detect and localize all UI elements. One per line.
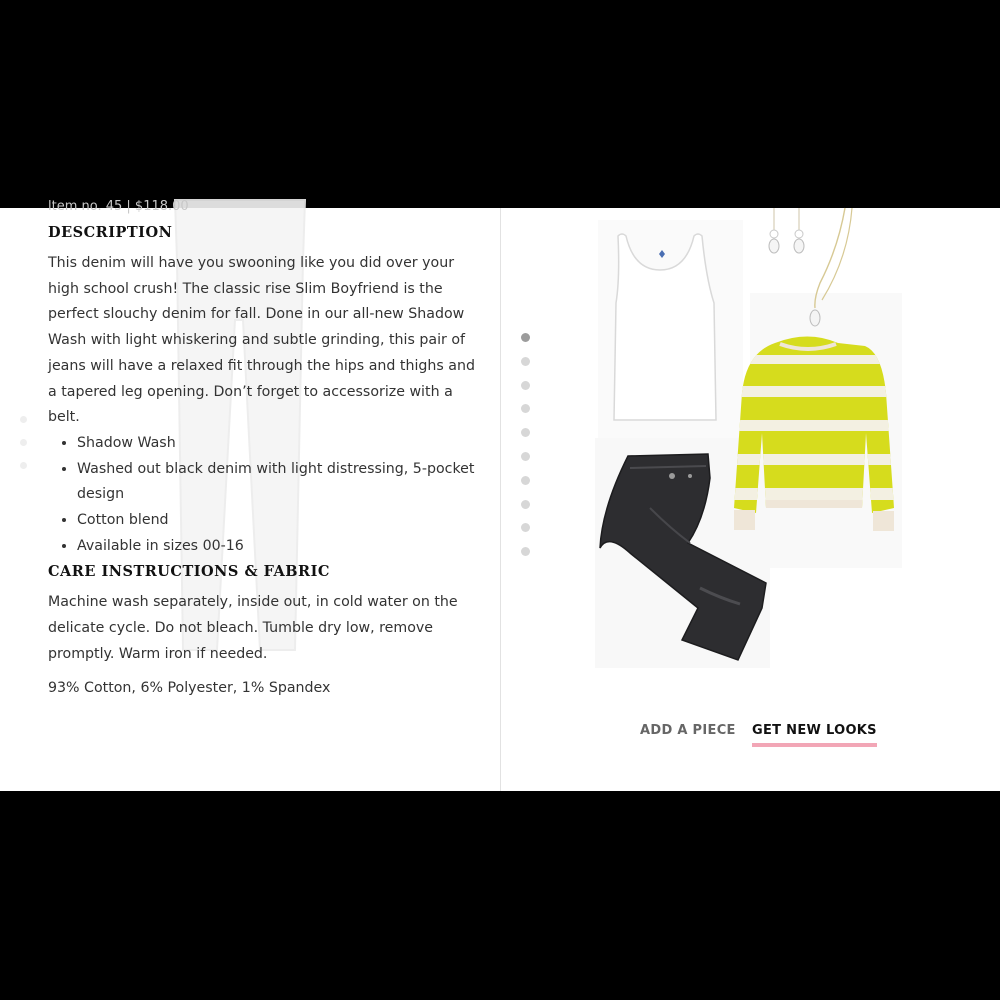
feature-item: • Cotton blend bbox=[77, 508, 488, 534]
carousel-dot[interactable] bbox=[521, 452, 530, 461]
carousel-dot[interactable] bbox=[521, 547, 530, 556]
product-details-panel bbox=[0, 199, 1000, 791]
carousel-dot[interactable] bbox=[521, 500, 530, 509]
column-divider bbox=[500, 208, 501, 791]
fabric-composition: 93% Cotton, 6% Polyester, 1% Spandex bbox=[48, 679, 331, 696]
carousel-dot[interactable] bbox=[521, 523, 530, 532]
carousel-dot[interactable] bbox=[521, 357, 530, 366]
feature-item: • Available in sizes 00-16 bbox=[77, 534, 488, 560]
carousel-dot[interactable] bbox=[521, 428, 530, 437]
feature-item: • Shadow Wash bbox=[77, 431, 488, 457]
carousel-dot[interactable] bbox=[521, 404, 530, 413]
yellow-striped-sweater[interactable] bbox=[730, 328, 900, 531]
background-carousel-dots bbox=[20, 416, 27, 485]
get-new-looks-button[interactable]: GET NEW LOOKS bbox=[752, 723, 877, 747]
carousel-dot[interactable] bbox=[521, 381, 530, 390]
carousel-dot[interactable] bbox=[521, 476, 530, 485]
add-a-piece-button[interactable]: ADD A PIECE bbox=[640, 723, 736, 738]
item-number-price: ltem no. 45 | $118.00 bbox=[48, 199, 189, 214]
outfit-image[interactable] bbox=[590, 208, 910, 678]
feature-list bbox=[48, 431, 488, 560]
carousel-dots[interactable] bbox=[521, 333, 530, 571]
description-body: This denim will have you swooning like you did over your high school crush! The classic rise Slim Boyfriend is the perfect slouchy denim for fall. Done in our all-new Shadow Wash with light whiskering and subtle grinding, this pair of jeans will have a relaxed fit through the hips and thighs and a tapered leg opening. Don’t forget to accessorize with a belt. bbox=[48, 255, 475, 426]
carousel-dot[interactable] bbox=[521, 333, 530, 342]
care-heading: CARE INSTRUCTIONS & FABRIC bbox=[48, 563, 330, 581]
description-section bbox=[48, 224, 488, 701]
pearl-earrings bbox=[769, 208, 804, 253]
description-heading: DESCRIPTION bbox=[48, 224, 173, 241]
care-body: Machine wash separately, inside out, in cold water on the delicate cycle. Do not bleach. Tumble dry low, remove promptly. Warm iron if needed. bbox=[48, 594, 458, 662]
feature-item: • Washed out black denim with light distressing, 5-pocket design bbox=[77, 457, 488, 508]
